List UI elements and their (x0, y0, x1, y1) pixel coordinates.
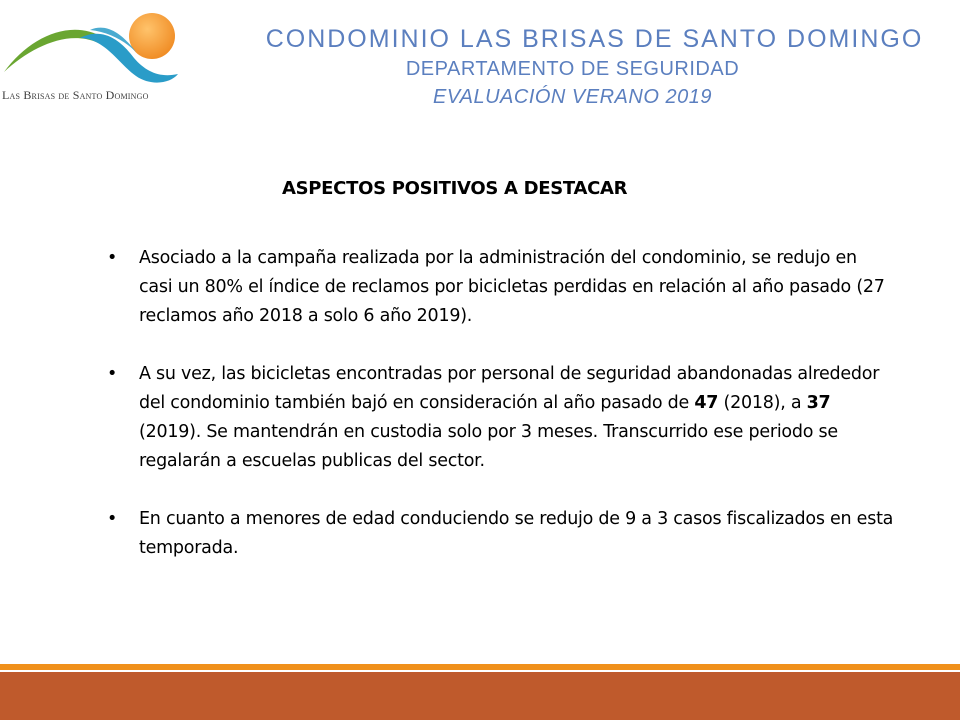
bullet-text-part: (2018), a (718, 393, 807, 413)
bullet-list (105, 244, 895, 592)
list-item (105, 505, 895, 563)
page-title: CONDOMINIO LAS BRISAS DE SANTO DOMINGO (265, 25, 924, 53)
condominium-logo (0, 8, 190, 103)
bullet-marker: • (107, 364, 118, 384)
bullet-text-part: A su vez, las bicicletas encontradas por personal de seguridad abandonadas alrededor del condominio también bajó en consideración al año pasado de (139, 364, 880, 413)
bullet-text-part: (2019). Se mantendrán en custodia solo por 3 meses. Transcurrido ese periodo se regalarán a escuelas publicas del sector. (139, 422, 838, 471)
logo-text: Las Brisas de Santo Domingo (2, 88, 149, 102)
evaluation-subtitle: EVALUACIÓN VERANO 2019 (433, 86, 712, 108)
page-header (200, 22, 960, 112)
list-item (105, 244, 895, 331)
sun-icon (129, 13, 175, 59)
bullet-bold-value: 47 (694, 393, 719, 413)
bullet-bold-value: 37 (806, 393, 831, 413)
bullet-text: En cuanto a menores de edad conduciendo se redujo de 9 a 3 casos fiscalizados en esta temporada. (139, 509, 894, 558)
section-heading: ASPECTOS POSITIVOS A DESTACAR (282, 178, 628, 199)
list-item (105, 360, 895, 476)
bullet-marker: • (107, 248, 118, 268)
bullet-text: Asociado a la campaña realizada por la administración del condominio, se redujo en casi un 80% el índice de reclamos por bicicletas perdidas en relación al año pasado (27 reclamos año 2018 a solo 6 año 2019). (139, 248, 885, 326)
footer-accent-line (0, 664, 960, 670)
department-subtitle: DEPARTAMENTO DE SEGURIDAD (405, 58, 740, 80)
logo-graphic (0, 8, 190, 93)
footer-bar (0, 672, 960, 720)
bullet-marker: • (107, 509, 118, 529)
